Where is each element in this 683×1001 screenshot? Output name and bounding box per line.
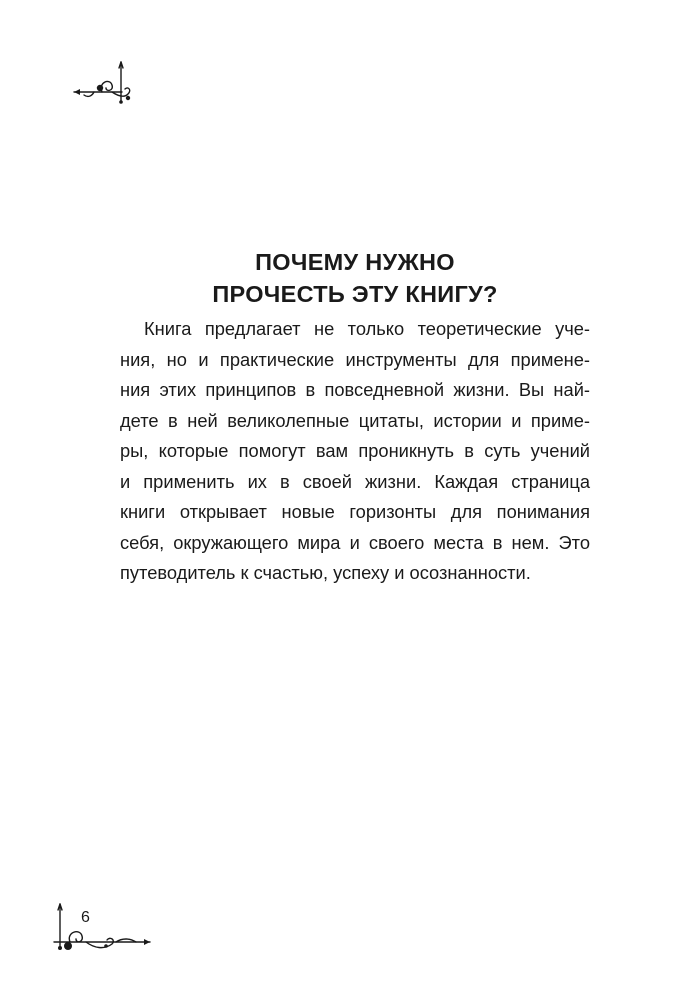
bottom-flourish-icon bbox=[46, 900, 156, 958]
paragraph-line: ния этих принципов в повседневной жизни. Вы най- bbox=[120, 379, 590, 400]
heading-line-1: ПОЧЕМУ НУЖНО bbox=[255, 249, 455, 275]
paragraph-line: себя, окружающего мира и своего места в нем. Это bbox=[120, 531, 590, 553]
paragraph-line: путеводитель к счастью, успеху и осознанности. bbox=[120, 562, 531, 583]
paragraph-line: дете в ней великолепные цитаты, истории и приме- bbox=[120, 409, 590, 431]
paragraph-line: и применить их в своей жизни. Каждая страница bbox=[120, 470, 590, 492]
paragraph-line: ры, которые помогут вам проникнуть в суть учений bbox=[120, 440, 590, 461]
paragraph-line: Книга предлагает не только теоретические уче- bbox=[144, 318, 590, 339]
heading-line-2: ПРОЧЕСТЬ ЭТУ КНИГУ? bbox=[212, 281, 498, 307]
chapter-heading bbox=[120, 246, 590, 310]
paragraph-line: ния, но и практические инструменты для примене- bbox=[120, 348, 590, 370]
page-number: 6 bbox=[81, 909, 90, 926]
chapter-paragraph bbox=[120, 314, 590, 589]
paragraph-line: книги открывает новые горизонты для понимания bbox=[120, 501, 590, 522]
top-flourish-icon bbox=[72, 58, 142, 106]
